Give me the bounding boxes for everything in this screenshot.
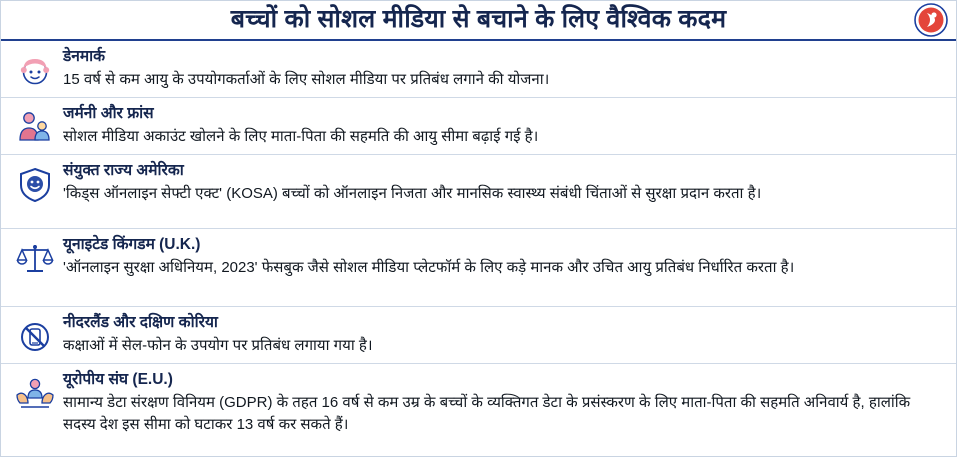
- child-face-icon: [9, 47, 61, 91]
- list-item: [1, 155, 956, 229]
- no-mobile-phone-icon: [9, 313, 61, 357]
- list-item: [1, 307, 956, 364]
- list-item-body: सोशल मीडिया अकाउंट खोलने के लिए माता-पिता की सहमति की आयु सीमा बढ़ाई गई है।: [63, 127, 539, 145]
- list-item: [1, 364, 956, 446]
- list-item-title: यूरोपीय संघ (E.U.): [63, 371, 173, 388]
- parent-and-child-icon: [9, 104, 61, 148]
- protecting-hands-child-icon: [9, 370, 61, 414]
- page-header: [1, 1, 956, 41]
- list-item: [1, 98, 956, 155]
- page-title: बच्चों को सोशल मीडिया से बचाने के लिए वैश्विक कदम: [230, 5, 727, 34]
- list-item: [1, 41, 956, 98]
- list-item: [1, 229, 956, 307]
- list-item-title: नीदरलैंड और दक्षिण कोरिया: [63, 314, 218, 331]
- brand-logo-icon: [914, 3, 948, 37]
- list-item-body: सामान्य डेटा संरक्षण विनियम (GDPR) के तहत 16 वर्ष से कम उम्र के बच्चों के व्यक्तिगत डेटा के प्रसंस्करण के लिए माता-पिता की सहमति अनिवार्य है, हालांकि सदस्य देश इस सीमा को घटाकर 13 वर्ष कर सकते हैं।: [63, 393, 911, 433]
- list-item-body: 'ऑनलाइन सुरक्षा अधिनियम, 2023' फेसबुक जैसे सोशल मीडिया प्लेटफॉर्म के लिए कड़े मानक और उचित आयु प्रतिबंध निर्धारित करता है।: [63, 258, 795, 276]
- list-item-title: डेनमार्क: [63, 48, 106, 65]
- country-measures-list: [1, 41, 956, 446]
- list-item-title: यूनाइटेड किंगडम (U.K.): [63, 236, 201, 253]
- list-item-body: 'किड्स ऑनलाइन सेफ्टी एक्ट' (KOSA) बच्चों को ऑनलाइन निजता और मानसिक स्वास्थ्य संबंधी चिंताओं से सुरक्षा प्रदान करता है।: [63, 184, 762, 202]
- list-item-body: कक्षाओं में सेल-फोन के उपयोग पर प्रतिबंध लगाया गया है।: [63, 336, 373, 354]
- list-item-body: 15 वर्ष से कम आयु के उपयोगकर्ताओं के लिए सोशल मीडिया पर प्रतिबंध लगाने की योजना।: [63, 70, 550, 88]
- shield-smiley-icon: [9, 161, 61, 205]
- list-item-title: संयुक्त राज्य अमेरिका: [63, 162, 184, 179]
- scales-of-justice-icon: [9, 235, 61, 279]
- list-item-title: जर्मनी और फ्रांस: [63, 105, 154, 122]
